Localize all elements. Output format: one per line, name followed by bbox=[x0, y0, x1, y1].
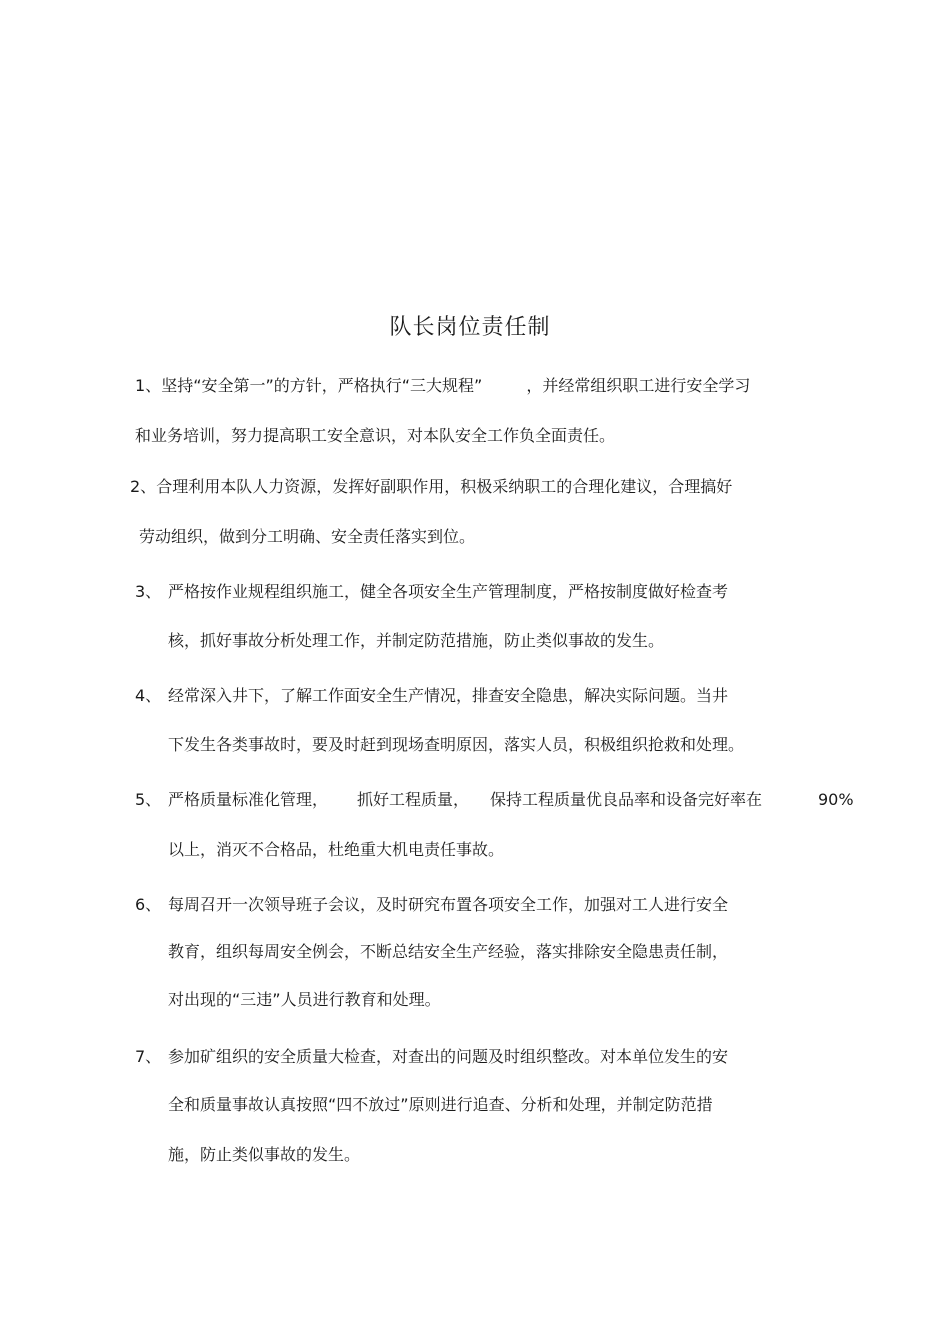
item-6-line-2: 教育，组织每周安全例会，不断总结安全生产经验，落实排除安全隐患责任制， bbox=[168, 942, 729, 961]
item-2-number: 2、 bbox=[130, 477, 157, 496]
item-1-line-2: 和业务培训，努力提高职工安全意识，对本队安全工作负全面责任。 bbox=[135, 426, 616, 445]
page-title: 队长岗位责任制 bbox=[389, 315, 551, 340]
item-4-number: 4、 bbox=[135, 686, 162, 705]
item-2-line-1 bbox=[130, 477, 732, 497]
item-5-line-1-part-d: 90% bbox=[818, 790, 854, 809]
item-2-line-2: 劳动组织，做到分工明确、安全责任落实到位。 bbox=[139, 527, 476, 546]
item-7-number: 7、 bbox=[135, 1047, 162, 1066]
item-2-line-1-text: 合理利用本队人力资源，发挥好副职作用，积极采纳职工的合理化建议，合理搞好 bbox=[156, 477, 733, 496]
item-6-number: 6、 bbox=[135, 895, 162, 914]
item-6-line-3: 对出现的“三违”人员进行教育和处理。 bbox=[168, 990, 441, 1009]
item-5-line-1-part-a: 严格质量标准化管理， bbox=[168, 790, 329, 809]
item-5-line-2: 以上，消灭不合格品，杜绝重大机电责任事故。 bbox=[168, 840, 505, 859]
item-1-line-1-part-b: ，并经常组织职工进行安全学习 bbox=[526, 376, 751, 395]
item-4-line-1: 经常深入井下，了解工作面安全生产情况，排查安全隐患，解决实际问题。当井 bbox=[168, 686, 729, 705]
item-1-line-1-part-a: 坚持“安全第一”的方针，严格执行“三大规程” bbox=[161, 376, 483, 395]
item-3-line-1: 严格按作业规程组织施工，健全各项安全生产管理制度，严格按制度做好检查考 bbox=[168, 582, 729, 601]
item-6-line-1: 每周召开一次领导班子会议，及时研究布置各项安全工作，加强对工人进行安全 bbox=[168, 895, 729, 914]
item-4-line-2: 下发生各类事故时，要及时赶到现场查明原因，落实人员，积极组织抢救和处理。 bbox=[168, 735, 745, 754]
item-5-number: 5、 bbox=[135, 790, 162, 809]
item-5-line-1-part-b: 抓好工程质量， bbox=[357, 790, 470, 809]
item-1-number: 1、 bbox=[135, 376, 162, 395]
item-1-line-1 bbox=[135, 376, 750, 396]
item-3-number: 3、 bbox=[135, 582, 162, 601]
item-7-line-3: 施，防止类似事故的发生。 bbox=[168, 1145, 361, 1164]
item-5-line-1-part-c: 保持工程质量优良品率和设备完好率在 bbox=[490, 790, 763, 809]
item-7-line-2: 全和质量事故认真按照“四不放过”原则进行追查、分析和处理，并制定防范措 bbox=[168, 1095, 713, 1114]
item-3-line-2: 核，抓好事故分析处理工作，并制定防范措施，防止类似事故的发生。 bbox=[168, 631, 665, 650]
item-7-line-1: 参加矿组织的安全质量大检查，对查出的问题及时组织整改。对本单位发生的安 bbox=[168, 1047, 729, 1066]
